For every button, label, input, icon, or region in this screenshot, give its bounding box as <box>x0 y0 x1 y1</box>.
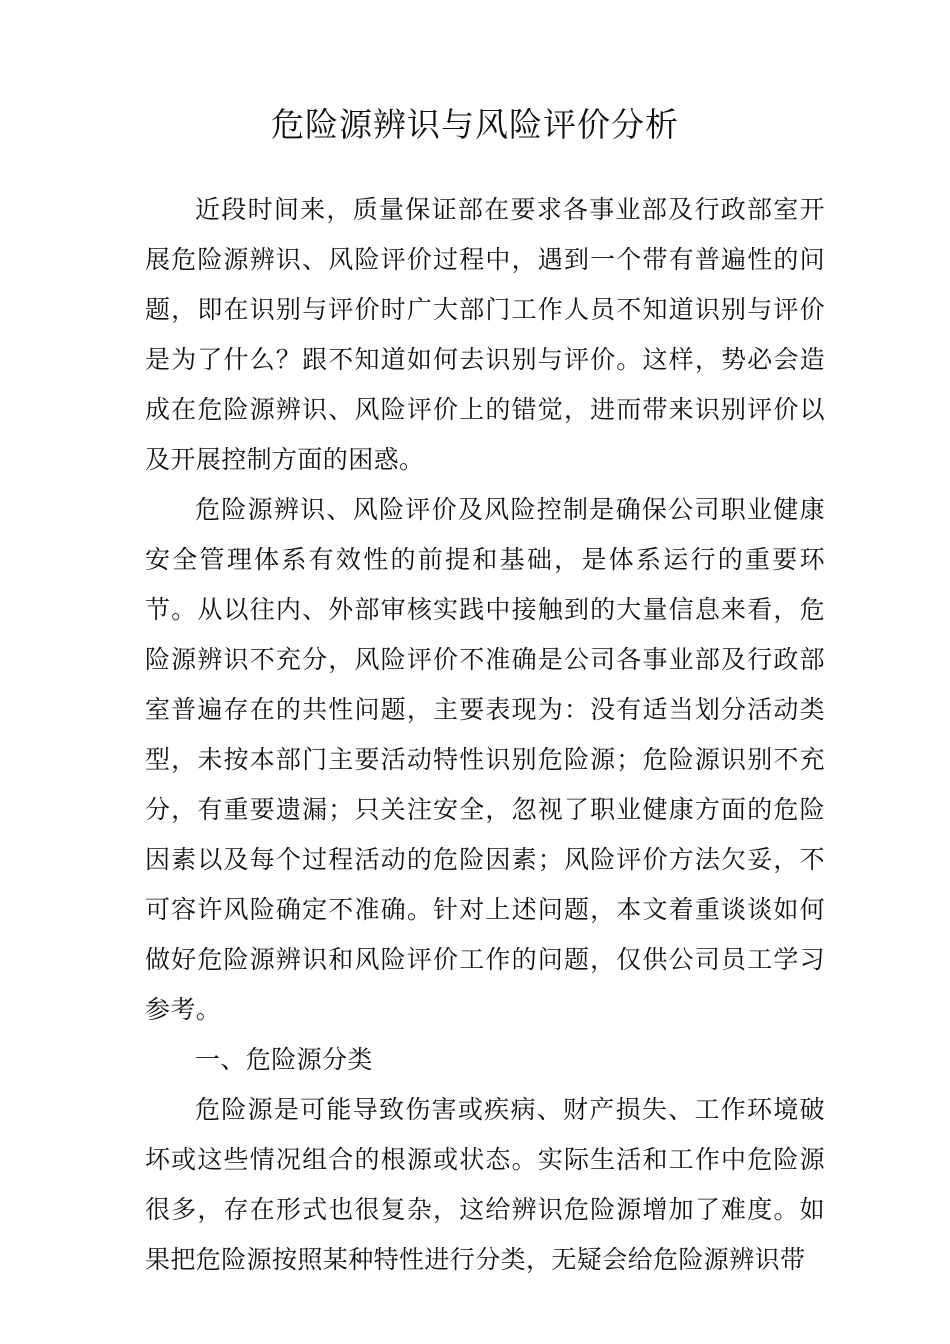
document-body <box>145 185 825 1285</box>
paragraph-intro: 近段时间来，质量保证部在要求各事业部及行政部室开展危险源辨识、风险评价过程中，遇到一个带有普遍性的问题，即在识别与评价时广大部门工作人员不知道识别与评价是为了什么？跟不知道如何去识别与评价。这样，势必会造成在危险源辨识、风险评价上的错觉，进而带来识别评价以及开展控制方面的困惑。 <box>145 195 825 474</box>
section-heading-hazard-classification: 一、危险源分类 <box>195 1045 373 1074</box>
paragraph-importance: 危险源辨识、风险评价及风险控制是确保公司职业健康安全管理体系有效性的前提和基础，是体系运行的重要环节。从以往内、外部审核实践中接触到的大量信息来看，危险源辨识不充分，风险评价不准确是公司各事业部及行政部室普遍存在的共性问题，主要表现为：没有适当划分活动类型，未按本部门主要活动特性识别危险源；危险源识别不充分，有重要遗漏；只关注安全，忽视了职业健康方面的危险因素以及每个过程活动的危险因素；风险评价方法欠妥，不可容许风险确定不准确。针对上述问题，本文着重谈谈如何做好危险源辨识和风险评价工作的问题，仅供公司员工学习参考。 <box>145 495 825 1024</box>
paragraph-hazard-definition: 危险源是可能导致伤害或疾病、财产损失、工作环境破坏或这些情况组合的根源或状态。实际生活和工作中危险源很多，存在形式也很复杂，这给辨识危险源增加了难度。如果把危险源按照某种特性进行分类，无疑会给危险源辨识带 <box>145 1095 825 1274</box>
document-title: 危险源辨识与风险评价分析 <box>271 105 679 144</box>
